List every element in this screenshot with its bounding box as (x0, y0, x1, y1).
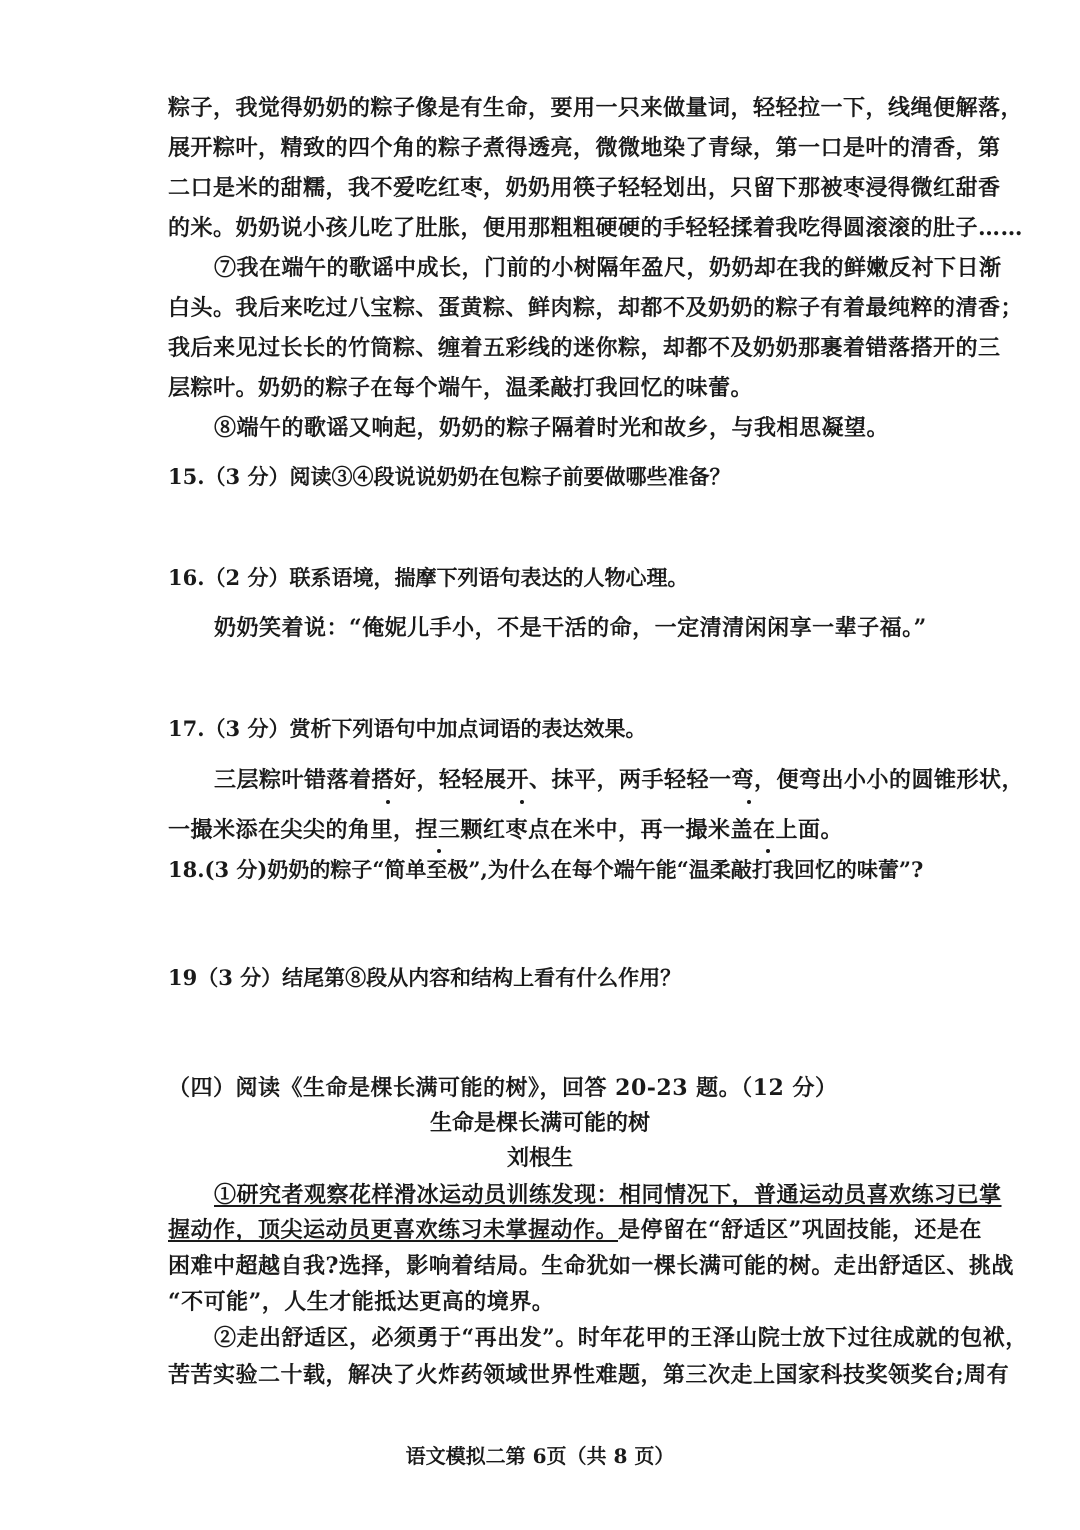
passage-line: 我后来见过长长的竹筒粽、缠着五彩线的迷你粽，却都不及奶奶那裹着错落搭开的三 (168, 335, 1001, 361)
page-footer: 语文模拟二第 6页（共 8 页） (405, 1444, 675, 1468)
passage-line: 层粽叶。奶奶的粽子在每个端午，温柔敲打我回忆的味蕾。 (168, 375, 754, 401)
question-18: 18.(3 分)奶奶的粽子“简单至极”,为什么在每个端午能“温柔敲打我回忆的味蕾”? (168, 857, 924, 882)
underlined-text: 握动作，顶尖运动员更喜欢练习未掌握动作。 (168, 1217, 619, 1243)
paragraph-1-line2 (168, 1215, 1048, 1245)
emphasis-dot (747, 800, 751, 804)
passage-line: 粽子，我觉得奶奶的粽子像是有生命，要用一只来做量词，轻轻拉一下，线绳便解落， (168, 95, 1024, 121)
passage-line: 二口是米的甜糯，我不爱吃红枣，奶奶用筷子轻轻划出，只留下那被枣浸得微红甜香 (168, 175, 1001, 201)
paragraph-1-line4: “不可能”，人生才能抵达更高的境界。 (168, 1289, 555, 1315)
article-author: 刘根生 (506, 1145, 573, 1171)
emphasis-dot (766, 849, 770, 853)
article-title: 生命是棵长满可能的树 (429, 1110, 650, 1136)
question-17-sentence-line2: 一撮米添在尖尖的角里，捏三颗红枣点在米中，再一撮米盖在上面。 (168, 817, 844, 843)
question-17-sentence-line1: 三层粽叶错落着搭好，轻轻展开、抹平，两手轻轻一弯，便弯出小小的圆锥形状， (214, 767, 1025, 793)
emphasis-dot (520, 800, 524, 804)
passage-line: 白头。我后来吃过八宝粽、蛋黄粽、鲜肉粽，却都不及奶奶的粽子有着最纯粹的清香； (168, 295, 1024, 321)
passage-line: 展开粽叶，精致的四个角的粽子煮得透亮，微微地染了青绿，第一口是叶的清香，第 (168, 135, 1001, 161)
emphasis-dot (386, 800, 390, 804)
question-17: 17.（3 分）赏析下列语句中加点词语的表达效果。 (168, 716, 647, 741)
paragraph-1-line3: 困难中超越自我?选择，影响着结局。生命犹如一棵长满可能的树。走出舒适区、挑战 (168, 1253, 1014, 1279)
paragraph-1-line1 (214, 1180, 1080, 1210)
question-19: 19（3 分）结尾第⑧段从内容和结构上看有什么作用？ (168, 965, 682, 990)
question-15: 15.（3 分）阅读③④段说说奶奶在包粽子前要做哪些准备？ (168, 464, 731, 489)
paragraph-2-line2: 苦苦实验二十载，解决了火炸药领域世界性难题，第三次走上国家科技奖领奖台;周有 (168, 1362, 1010, 1388)
emphasis-dot (437, 849, 441, 853)
section-4-heading: （四）阅读《生命是棵长满可能的树》，回答 20-23 题。（12 分） (168, 1075, 838, 1101)
paragraph-8: ⑧端午的歌谣又响起，奶奶的粽子隔着时光和故乡，与我相思凝望。 (214, 415, 890, 441)
paragraph-7-start: ⑦我在端午的歌谣中成长，门前的小树隔年盈尺，奶奶却在我的鲜嫩反衬下日渐 (214, 255, 1002, 281)
paragraph-text: 是停留在“舒适区”巩固技能，还是在 (618, 1217, 982, 1243)
underlined-text: ①研究者观察花样滑冰运动员训练发现：相同情况下，普通运动员喜欢练习已掌 (214, 1182, 1002, 1208)
passage-line: 的米。奶奶说小孩儿吃了肚胀，便用那粗粗硬硬的手轻轻揉着我吃得圆滚滚的肚子…… (168, 215, 1024, 241)
question-16-quote: 奶奶笑着说：“俺妮儿手小，不是干活的命，一定清清闲闲享一辈子福。” (214, 615, 927, 641)
question-16: 16.（2 分）联系语境，揣摩下列语句表达的人物心理。 (168, 565, 689, 590)
paragraph-2-line1: ②走出舒适区，必须勇于“再出发”。时年花甲的王泽山院士放下过往成就的包袱， (214, 1325, 1028, 1351)
